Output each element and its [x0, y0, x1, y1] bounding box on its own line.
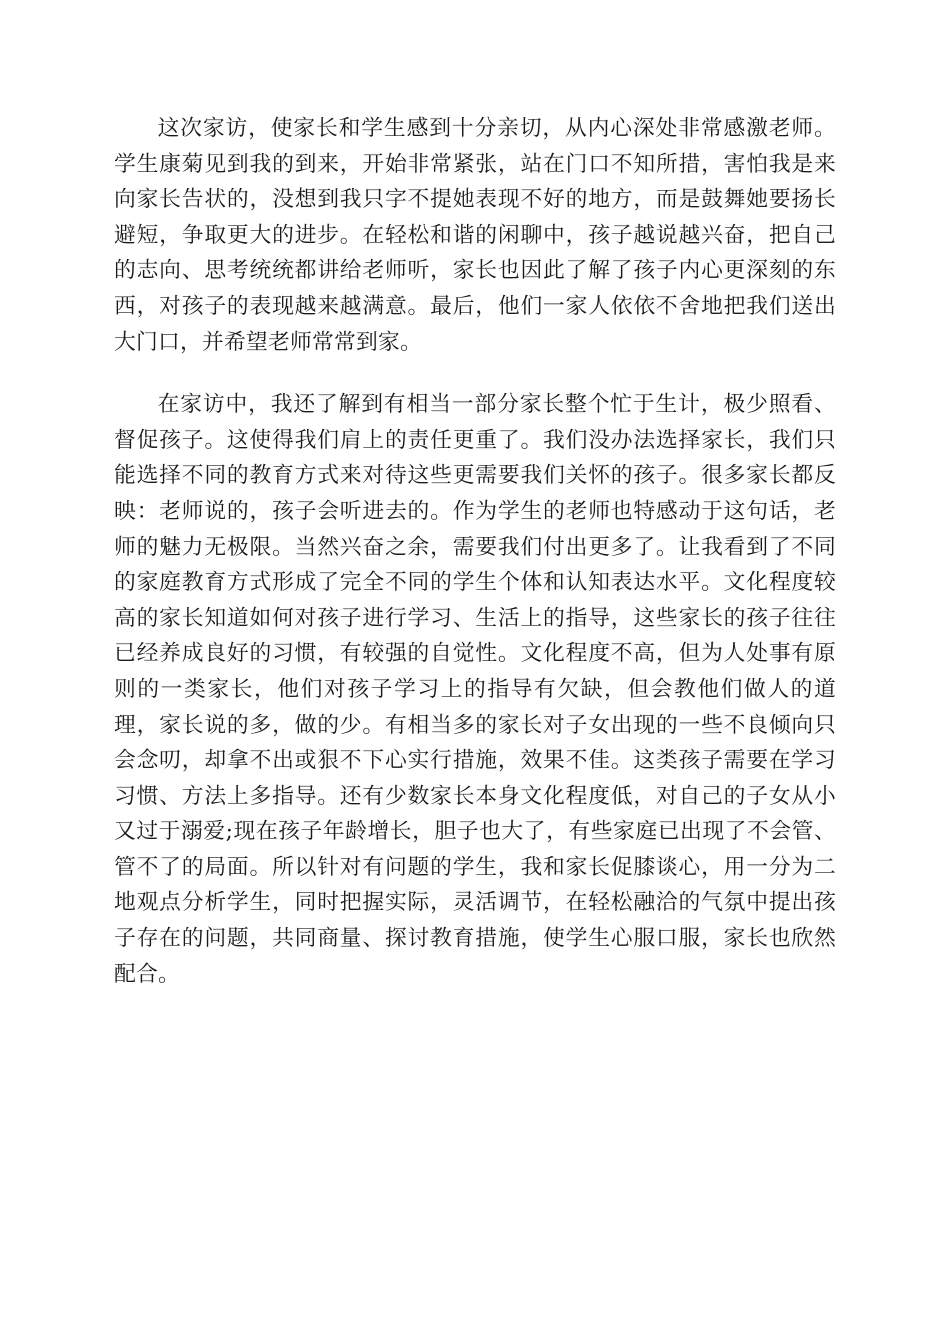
document-body [114, 111, 836, 992]
paragraph-home-visit-findings: 在家访中，我还了解到有相当一部分家长整个忙于生计，极少照看、督促孩子。这使得我们肩上的责任更重了。我们没办法选择家长，我们只能选择不同的教育方式来对待这些更需要我们关怀的孩子。很多家长都反映：老师说的，孩子会听进去的。作为学生的老师也特感动于这句话，老师的魅力无极限。当然兴奋之余，需要我们付出更多了。让我看到了不同的家庭教育方式形成了完全不同的学生个体和认知表达水平。文化程度较高的家长知道如何对孩子进行学习、生活上的指导，这些家长的孩子往往已经养成良好的习惯，有较强的自觉性。文化程度不高，但为人处事有原则的一类家长，他们对孩子学习上的指导有欠缺，但会教他们做人的道理，家长说的多，做的少。有相当多的家长对子女出现的一些不良倾向只会念叨，却拿不出或狠不下心实行措施，效果不佳。这类孩子需要在学习习惯、方法上多指导。还有少数家长本身文化程度低，对自己的子女从小又过于溺爱;现在孩子年龄增长，胆子也大了，有些家庭已出现了不会管、管不了的局面。所以针对有问题的学生，我和家长促膝谈心，用一分为二地观点分析学生，同时把握实际，灵活调节，在轻松融洽的气氛中提出孩子存在的问题，共同商量、探讨教育措施，使学生心服口服，家长也欣然配合。 [114, 392, 836, 987]
paragraph-home-visit-experience: 这次家访，使家长和学生感到十分亲切，从内心深处非常感激老师。学生康菊见到我的到来，开始非常紧张，站在门口不知所措，害怕我是来向家长告状的，没想到我只字不提她表现不好的地方，而是鼓舞她要扬长避短，争取更大的进步。在轻松和谐的闲聊中，孩子越说越兴奋，把自己的志向、思考统统都讲给老师听，家长也因此了解了孩子内心更深刻的东西，对孩子的表现越来越满意。最后，他们一家人依依不舍地把我们送出大门口，并希望老师常常到家。 [114, 116, 836, 355]
